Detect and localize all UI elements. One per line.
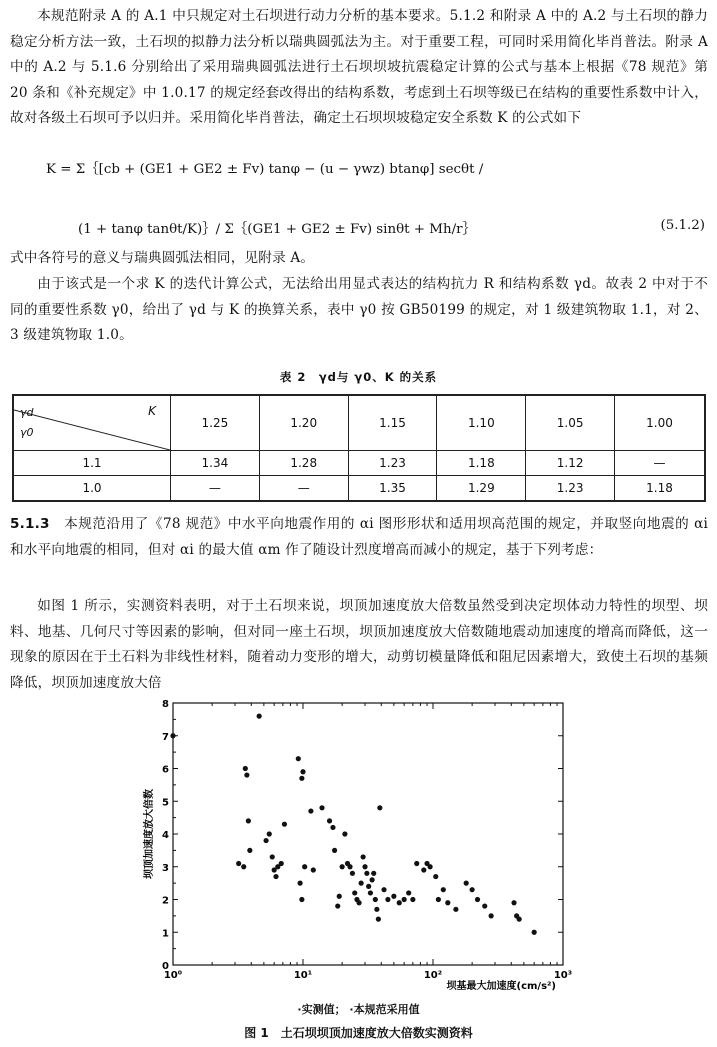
table-header-cell: 1.15 [348,395,437,451]
x-tick-label: 10² [423,970,443,981]
data-point [270,854,275,859]
data-point [296,756,301,761]
data-point [406,890,411,895]
data-point [356,900,361,905]
data-point [332,848,337,853]
data-point [347,864,352,869]
data-point [362,864,367,869]
data-point [532,930,537,935]
table-cell: — [171,476,260,502]
data-point [299,776,304,781]
y-tick-label: 1 [162,928,169,940]
data-point [397,900,402,905]
data-point [364,871,369,876]
figure-caption: 图 1 土石坝坝顶加速度放大倍数实测资料 [244,1026,473,1040]
x-tick-label: 10⁰ [163,970,183,981]
data-point [369,877,374,882]
data-point [247,848,252,853]
data-point [319,805,324,810]
table-cell: 1.18 [437,451,526,476]
data-point [246,818,251,823]
chart-legend [0,1001,717,1017]
data-point [489,913,494,918]
data-point [373,897,378,902]
table-cell: 1.35 [348,476,437,502]
table-header-cell: 1.25 [171,395,260,451]
data-point [302,864,307,869]
data-point [361,854,366,859]
data-point [298,881,303,886]
equation-line-1: K = Σ｛[cb + (GE1 + GE2 ± Fv) tanφ − (u − γwz) btanφ] secθt / [46,162,484,177]
table-cell: — [615,451,705,476]
table-caption: 表 2 γd与 γ0、K 的关系 [279,370,438,384]
table-row-label: 1.0 [13,476,171,502]
data-point [241,864,246,869]
data-point [414,861,419,866]
data-point [470,887,475,892]
data-point [267,831,272,836]
table-header-row [13,395,705,451]
data-point [371,871,376,876]
section-number: 5.1.3 [10,516,50,532]
table-header-cell: 1.00 [615,395,705,451]
corner-diagonal [14,396,170,450]
y-tick-label: 3 [162,862,169,874]
data-point [263,838,268,843]
y-tick-label: 6 [162,764,169,776]
table-row-label: 1.1 [13,451,171,476]
data-point [410,897,415,902]
data-point [402,897,407,902]
corner-k-label: K [148,404,156,418]
data-point [441,887,446,892]
data-point [337,894,342,899]
data-point [436,897,441,902]
y-tick-label: 2 [162,895,169,907]
data-point [170,733,175,738]
data-point [391,894,396,899]
table-cell: 1.34 [171,451,260,476]
equation-line-2: (1 + tanφ tanθt/K)｝/ Σ｛(GE1 + GE2 ± Fv) sinθt + Mh/r｝ [78,222,476,237]
y-tick-label: 4 [162,830,169,841]
data-point [377,805,382,810]
data-point [511,900,516,905]
data-point [385,897,390,902]
data-point [311,867,316,872]
table-corner-cell [13,395,171,451]
table-row [13,451,705,476]
data-point [374,907,379,912]
x-tick-label: 10¹ [293,970,313,981]
data-point [433,874,438,879]
paragraph-symbols: 式中各符号的意义与瑞典圆弧法相同，见附录 A。 [10,250,315,266]
data-point [366,884,371,889]
x-axis-label: 坝基最大加速度(cm/s²) [446,981,556,992]
data-point [243,766,248,771]
table-cell: 1.12 [526,451,615,476]
y-tick-label: 7 [162,731,169,743]
data-point [376,917,381,922]
y-tick-label: 0 [162,961,169,972]
data-point [330,825,335,830]
plot-frame [173,703,563,965]
data-point [308,808,313,813]
relation-table [12,394,706,502]
scatter-chart-svg [0,695,717,995]
x-tick-label: 10³ [553,970,573,981]
data-point [257,714,262,719]
table-header-cell: 1.20 [259,395,348,451]
y-tick-label: 8 [162,699,169,710]
table-cell: 1.28 [259,451,348,476]
data-point [340,864,345,869]
table-header-cell: 1.10 [437,395,526,451]
data-point [244,772,249,777]
data-point [517,917,522,922]
axis-ticks [162,699,572,981]
table-row [13,476,705,502]
table-cell: 1.23 [526,476,615,502]
data-point [335,903,340,908]
equation-number: (5.1.2) [660,218,705,233]
data-point [273,874,278,879]
corner-g0-label: γ0 [20,426,34,439]
legend-spec: ·本规范采用值 [349,1003,420,1016]
table-cell: — [259,476,348,502]
paragraph-figure-explanation: 如图 1 所示，实测资料表明，对于土石坝来说，坝顶加速度放大倍数虽然受到决定坝体动力特性的坝型、坝料、地基、几何尺寸等因素的影响，但对同一座土石坝，坝顶加速度放大倍数随地震动加速度的增高而降低，这一现象的原因在于土石料为非线性材料，随着动力变形的增大，动剪切模量降低和阻尼因素增大，致使土石坝的基频降低，坝顶加速度放大倍 [10,598,708,691]
data-point [381,887,386,892]
data-point [445,900,450,905]
table-header-cell: 1.05 [526,395,615,451]
table-cell: 1.29 [437,476,526,502]
data-points [170,714,536,935]
data-point [282,822,287,827]
y-tick-label: 5 [162,797,169,809]
data-point [482,903,487,908]
table-cell: 1.23 [348,451,437,476]
data-point [327,818,332,823]
paragraph-5-1-3 [10,512,708,563]
scatter-chart [0,695,717,995]
data-point [279,861,284,866]
paragraph-intro: 本规范附录 A 的 A.1 中只规定对土石坝进行动力分析的基本要求。5.1.2 和附录 A 中的 A.2 与土石坝的静力稳定分析方法一致，土石坝的拟静力法分析以瑞典圆弧法为主。对于重要工程，可同时采用简化毕肖普法。附录 A 中的 A.2 与 5.1.6 分别给出了采用瑞典圆弧法进行土石坝坝坡抗震稳定计算的公式与基本上根据《78 规范》第 20 条和《补充规定》中 1.0.17 的规定经套改得出的结构系数，考虑到土石坝等级已在结构的重要性系数中计入，故对各级土石坝可予以归并。采用简化毕肖普法，确定土石坝坝坡稳定安全系数 K 的公式如下 [10,8,708,126]
section-text: 本规范沿用了《78 规范》中水平向地震作用的 αi 图形形状和适用坝高范围的规定，并取竖向地震的 αi 和水平向地震的相同，但对 αi 的最大值 αm 作了随设计烈度增高而减小的规定，基于下列考虑： [10,516,708,558]
data-point [300,769,305,774]
data-point [299,897,304,902]
legend-measured: ·实测值； [297,1003,346,1016]
data-point [428,864,433,869]
data-point [359,881,364,886]
y-axis-label: 坝顶加速度放大倍数 [144,789,155,879]
data-point [475,897,480,902]
data-point [350,871,355,876]
corner-gd-label: γd [20,406,34,419]
data-point [368,890,373,895]
data-point [236,861,241,866]
data-point [453,907,458,912]
data-point [342,831,347,836]
data-point [421,867,426,872]
paragraph-iterative: 由于该式是一个求 K 的迭代计算公式，无法给出用显式表达的结构抗力 R 和结构系数 γd。故表 2 中对于不同的重要性系数 γ0，给出了 γd 与 K 的换算关系，表中 γ0 按 GB50199 的规定，对 1 级建筑物取 1.1，对 2、3 级建筑物取 1.0。 [10,276,708,343]
table-cell: 1.18 [615,476,705,502]
data-point [352,890,357,895]
data-point [464,881,469,886]
